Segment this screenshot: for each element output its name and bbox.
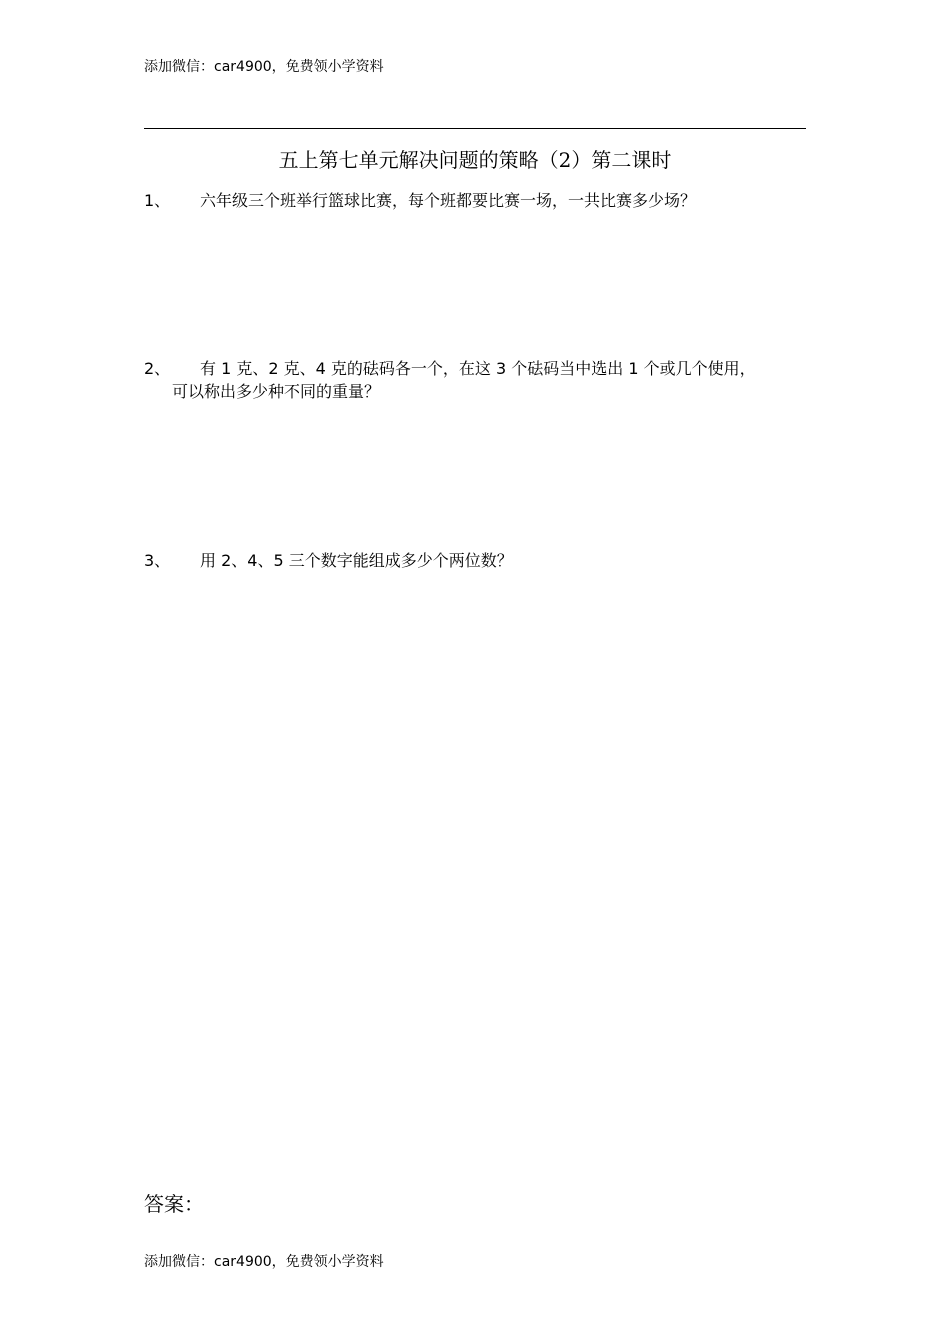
- question-number: 2、: [144, 359, 171, 378]
- page-title: 五上第七单元解决问题的策略（2）第二课时: [278, 148, 672, 172]
- question-number: 3、: [144, 551, 171, 570]
- header-divider: [144, 128, 806, 129]
- question-text: 用 2、4、5 三个数字能组成多少个两位数？: [200, 551, 513, 570]
- question-text: 六年级三个班举行篮球比赛，每个班都要比赛一场，一共比赛多少场？: [200, 191, 697, 210]
- question-text-line-1: 有 1 克、2 克、4 克的砝码各一个，在这 3 个砝码当中选出 1 个或几个使用，: [200, 359, 756, 378]
- question-1: [144, 189, 806, 212]
- question-2: [144, 357, 806, 403]
- answer-heading: 答案：: [144, 1192, 204, 1216]
- question-3: [144, 549, 806, 572]
- footer-watermark-note: 添加微信：car4900，免费领小学资料: [144, 1254, 384, 1270]
- header-watermark-note: 添加微信：car4900，免费领小学资料: [144, 59, 384, 75]
- question-text-line-2: 可以称出多少种不同的重量？: [172, 382, 381, 401]
- question-number: 1、: [144, 191, 171, 210]
